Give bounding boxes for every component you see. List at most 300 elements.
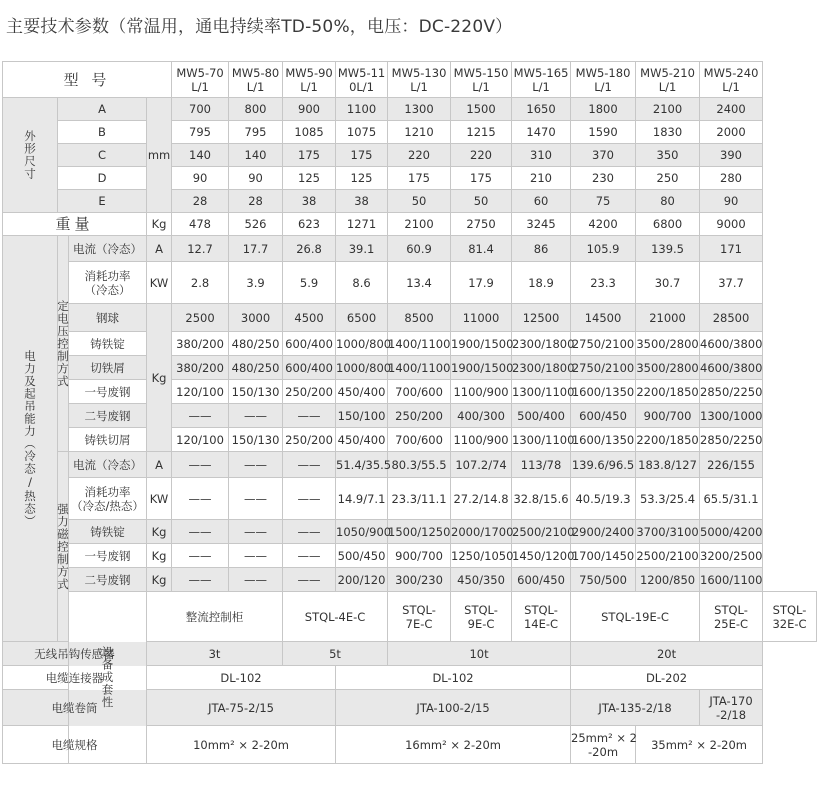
value-cell: 1100/900 [451, 428, 512, 452]
equip-value: JTA-135-2/18 [571, 690, 700, 726]
value-cell: 38 [336, 190, 388, 213]
equip-value-line: STQL- [464, 602, 498, 617]
dim-label: C [58, 144, 147, 167]
power-label-line: 消耗功率 [84, 484, 131, 499]
value-cell: 600/450 [512, 568, 571, 592]
value-cell: 700/600 [388, 428, 451, 452]
equip-value-line: 7E-C [405, 616, 433, 631]
value-cell: 113/78 [512, 452, 571, 478]
value-cell: 1500 [451, 98, 512, 121]
value-cell: 1300/1000 [700, 404, 763, 428]
model-header [571, 62, 636, 98]
value-cell: 280 [700, 167, 763, 190]
value-cell: 2900/2400 [571, 520, 636, 544]
value-cell: 3700/3100 [636, 520, 700, 544]
value-cell: 38 [283, 190, 336, 213]
value-cell: 120/100 [172, 380, 229, 404]
value-cell: 2500/2100 [512, 520, 571, 544]
value-cell: 28500 [700, 304, 763, 332]
value-cell: 14500 [571, 304, 636, 332]
table-row [3, 167, 817, 190]
current-unit: A [147, 236, 172, 262]
value-cell: 175 [388, 167, 451, 190]
value-cell: 4500 [283, 304, 336, 332]
power-unit: KW [147, 478, 172, 520]
power-label-line: 消耗功率 [84, 268, 131, 283]
equip-value: 20t [571, 642, 763, 666]
equip-value-line: -2/18 [716, 707, 747, 722]
power-label [69, 262, 147, 304]
value-cell: 2850/2250 [700, 380, 763, 404]
table-row [3, 98, 817, 121]
value-cell: 11000 [451, 304, 512, 332]
value-cell: 27.2/14.8 [451, 478, 512, 520]
dim-label: D [58, 167, 147, 190]
value-cell: 1075 [336, 121, 388, 144]
model-header [512, 62, 571, 98]
capacity-group-label: 电力及起吊能力（冷态/热态） [3, 236, 58, 642]
value-cell: 370 [571, 144, 636, 167]
load-unit: Kg [147, 568, 172, 592]
value-cell: 2200/1850 [636, 380, 700, 404]
value-cell: 1650 [512, 98, 571, 121]
value-cell: 250 [636, 167, 700, 190]
model-header [636, 62, 700, 98]
value-cell: 17.9 [451, 262, 512, 304]
value-cell: 90 [700, 190, 763, 213]
value-cell: 220 [388, 144, 451, 167]
value-cell: 380/200 [172, 356, 229, 380]
model-header [283, 62, 336, 98]
value-cell: 3500/2800 [636, 356, 700, 380]
value-cell: 2300/1800 [512, 356, 571, 380]
value-cell: 1830 [636, 121, 700, 144]
load-label: 一号废钢 [69, 544, 147, 568]
load-label: 一号废钢 [69, 380, 147, 404]
value-cell: 1900/1500 [451, 332, 512, 356]
value-cell: 80 [636, 190, 700, 213]
value-cell: 171 [700, 236, 763, 262]
value-cell: 105.9 [571, 236, 636, 262]
dimensions-group-label: 外形尺寸 [3, 98, 58, 213]
forced-sub-label: 强力磁控制方式 [58, 452, 69, 642]
value-cell: 1470 [512, 121, 571, 144]
value-cell: 60 [512, 190, 571, 213]
value-cell: 8500 [388, 304, 451, 332]
value-cell: 1900/1500 [451, 356, 512, 380]
equip-value [512, 592, 571, 642]
value-cell: 500/450 [336, 544, 388, 568]
weight-label: 重量 [3, 213, 147, 236]
value-cell: 139.5 [636, 236, 700, 262]
value-cell: 1300/1100 [512, 380, 571, 404]
value-cell: 21000 [636, 304, 700, 332]
value-cell: 26.8 [283, 236, 336, 262]
value-cell: 2200/1850 [636, 428, 700, 452]
model-header [700, 62, 763, 98]
value-cell: 3000 [229, 304, 283, 332]
value-cell: 14.9/7.1 [336, 478, 388, 520]
value-cell: 17.7 [229, 236, 283, 262]
value-cell: 210 [512, 167, 571, 190]
table-row [3, 404, 817, 428]
value-cell: 4200 [571, 213, 636, 236]
model-header-line: L/1 [658, 79, 677, 94]
value-cell: 150/130 [229, 380, 283, 404]
table-row [3, 544, 817, 568]
value-cell: 1000/800 [336, 332, 388, 356]
model-header-line: L/1 [300, 79, 318, 94]
value-cell: 4600/3800 [700, 356, 763, 380]
value-cell: 250/200 [283, 428, 336, 452]
value-cell: 1250/1050 [451, 544, 512, 568]
equip-value: 3t [147, 642, 283, 666]
value-cell: 39.1 [336, 236, 388, 262]
value-cell: 107.2/74 [451, 452, 512, 478]
dim-label: B [58, 121, 147, 144]
value-cell: 6500 [336, 304, 388, 332]
model-header-line: MW5-165 [513, 65, 569, 80]
equip-value [451, 592, 512, 642]
value-cell: 1400/1100 [388, 356, 451, 380]
table-row [3, 144, 817, 167]
value-cell: —— [172, 544, 229, 568]
value-cell: 500/400 [512, 404, 571, 428]
load-label: 钢球 [69, 304, 147, 332]
model-header-line: L/1 [472, 79, 490, 94]
value-cell: 1300/1100 [512, 428, 571, 452]
spec-table [2, 61, 817, 764]
value-cell: 53.3/25.4 [636, 478, 700, 520]
value-cell: 400/300 [451, 404, 512, 428]
value-cell: 175 [336, 144, 388, 167]
model-header-line: L/1 [246, 79, 265, 94]
value-cell: 50 [451, 190, 512, 213]
equip-value: STQL-19E-C [571, 592, 700, 642]
equip-value: 16mm² × 2-20m [336, 726, 571, 764]
equip-value-line: 32E-C [772, 616, 807, 631]
value-cell: —— [229, 520, 283, 544]
equip-value: DL-102 [147, 666, 336, 690]
table-row [3, 380, 817, 404]
value-cell: 800 [229, 98, 283, 121]
value-cell: 1100/900 [451, 380, 512, 404]
value-cell: 40.5/19.3 [571, 478, 636, 520]
equip-value-line: 9E-C [467, 616, 495, 631]
value-cell: 700 [172, 98, 229, 121]
model-header-line: L/1 [594, 79, 612, 94]
value-cell: —— [283, 544, 336, 568]
value-cell: 220 [451, 144, 512, 167]
equip-value-line: JTA-170 [709, 693, 753, 708]
value-cell: 2100 [636, 98, 700, 121]
value-cell: 9000 [700, 213, 763, 236]
value-cell: 1200/850 [636, 568, 700, 592]
equip-value: STQL-4E-C [283, 592, 388, 642]
value-cell: 250/200 [283, 380, 336, 404]
value-cell: —— [283, 404, 336, 428]
value-cell: 900 [283, 98, 336, 121]
table-row [3, 304, 817, 332]
value-cell: 8.6 [336, 262, 388, 304]
value-cell: 226/155 [700, 452, 763, 478]
value-cell: 2000 [700, 121, 763, 144]
value-cell: 125 [283, 167, 336, 190]
value-cell: 2500/2100 [636, 544, 700, 568]
value-cell: 140 [229, 144, 283, 167]
model-header-line: MW5-80 [231, 65, 280, 80]
load-label: 二号废钢 [69, 568, 147, 592]
model-header-line: MW5-90 [285, 65, 333, 80]
value-cell: 450/400 [336, 428, 388, 452]
value-cell: 1271 [336, 213, 388, 236]
equip-value [763, 592, 817, 642]
value-cell: 139.6/96.5 [571, 452, 636, 478]
value-cell: —— [172, 520, 229, 544]
model-header-line: MW5-70 [176, 65, 224, 80]
value-cell: 2400 [700, 98, 763, 121]
value-cell: 1800 [571, 98, 636, 121]
value-cell: 1300 [388, 98, 451, 121]
power-unit: KW [147, 262, 172, 304]
value-cell: 310 [512, 144, 571, 167]
table-row [3, 213, 817, 236]
table-row [3, 262, 817, 304]
value-cell: 230 [571, 167, 636, 190]
table-row [3, 190, 817, 213]
current-label: 电流（冷态） [69, 236, 147, 262]
value-cell: 526 [229, 213, 283, 236]
value-cell: 700/600 [388, 380, 451, 404]
load-label: 二号废钢 [69, 404, 147, 428]
value-cell: 120/100 [172, 428, 229, 452]
table-row [3, 62, 817, 98]
value-cell: 2100 [388, 213, 451, 236]
power-label-line: （冷态/热态） [71, 498, 144, 513]
model-header-line: MW5-150 [453, 65, 509, 80]
model-header-line: MW5-130 [391, 65, 447, 80]
power-label [69, 478, 147, 520]
value-cell: 65.5/31.1 [700, 478, 763, 520]
model-label: 型 号 [3, 62, 172, 98]
value-cell: 81.4 [451, 236, 512, 262]
table-row [3, 236, 817, 262]
equip-value: DL-202 [571, 666, 763, 690]
value-cell: 480/250 [229, 356, 283, 380]
value-cell: 480/250 [229, 332, 283, 356]
value-cell: 80.3/55.5 [388, 452, 451, 478]
value-cell: 390 [700, 144, 763, 167]
value-cell: —— [283, 568, 336, 592]
dimensions-unit: mm [147, 98, 172, 213]
table-row [3, 121, 817, 144]
equip-value-line: STQL- [402, 602, 436, 617]
value-cell: 2750/2100 [571, 332, 636, 356]
value-cell: 1600/1350 [571, 428, 636, 452]
value-cell: 200/120 [336, 568, 388, 592]
table-row [3, 666, 817, 690]
value-cell: 1050/900 [336, 520, 388, 544]
value-cell: 4600/3800 [700, 332, 763, 356]
value-cell: 125 [336, 167, 388, 190]
constant-sub-label: 定电压控制方式 [58, 236, 69, 452]
value-cell: 3500/2800 [636, 332, 700, 356]
value-cell: 175 [283, 144, 336, 167]
value-cell: 51.4/35.5 [336, 452, 388, 478]
value-cell: 37.7 [700, 262, 763, 304]
dim-label: E [58, 190, 147, 213]
model-header-line: L/1 [191, 79, 209, 94]
value-cell: 2750/2100 [571, 356, 636, 380]
value-cell: 23.3/11.1 [388, 478, 451, 520]
equip-value-line: STQL- [714, 602, 748, 617]
value-cell: 2500 [172, 304, 229, 332]
value-cell: 380/200 [172, 332, 229, 356]
value-cell: 5.9 [283, 262, 336, 304]
equip-value [571, 726, 636, 764]
table-row [3, 520, 817, 544]
value-cell: 795 [172, 121, 229, 144]
value-cell: 2300/1800 [512, 332, 571, 356]
value-cell: —— [229, 452, 283, 478]
value-cell: 1600/1350 [571, 380, 636, 404]
value-cell: 50 [388, 190, 451, 213]
equip-value-line: STQL- [524, 602, 558, 617]
current-label: 电流（冷态） [69, 452, 147, 478]
equip-value: JTA-100-2/15 [336, 690, 571, 726]
equip-label: 整流控制柜 [147, 592, 283, 642]
value-cell: 90 [229, 167, 283, 190]
equip-label: 无线吊钩传感器 [3, 642, 147, 666]
load-unit: Kg [147, 304, 172, 452]
value-cell: 75 [571, 190, 636, 213]
value-cell: 150/130 [229, 428, 283, 452]
equip-value: DL-102 [336, 666, 571, 690]
value-cell: 12.7 [172, 236, 229, 262]
model-header-line: 0L/1 [349, 79, 374, 94]
value-cell: 1700/1450 [571, 544, 636, 568]
value-cell: 140 [172, 144, 229, 167]
equip-value: 5t [283, 642, 388, 666]
value-cell: 600/450 [571, 404, 636, 428]
model-header-line: L/1 [722, 79, 740, 94]
value-cell: 250/200 [388, 404, 451, 428]
value-cell: —— [229, 568, 283, 592]
equip-value: 10mm² × 2-20m [147, 726, 336, 764]
value-cell: 600/400 [283, 356, 336, 380]
power-label-line: （冷态） [84, 282, 131, 297]
value-cell: 28 [229, 190, 283, 213]
value-cell: 183.8/127 [636, 452, 700, 478]
value-cell: 350 [636, 144, 700, 167]
table-row [3, 592, 817, 642]
value-cell: 32.8/15.6 [512, 478, 571, 520]
table-row [3, 726, 817, 764]
equipment-group-label: 设备成套性 [69, 592, 147, 764]
table-row [3, 452, 817, 478]
equip-value-line: -20m [588, 744, 619, 759]
value-cell: 1450/1200 [512, 544, 571, 568]
table-row [3, 478, 817, 520]
value-cell: —— [172, 452, 229, 478]
equip-label: 电缆连接器 [3, 666, 147, 690]
value-cell: 90 [172, 167, 229, 190]
value-cell: 2000/1700 [451, 520, 512, 544]
load-unit: Kg [147, 544, 172, 568]
value-cell: 623 [283, 213, 336, 236]
model-header [388, 62, 451, 98]
value-cell: —— [283, 478, 336, 520]
value-cell: 2850/2250 [700, 428, 763, 452]
value-cell: 12500 [512, 304, 571, 332]
value-cell: 1500/1250 [388, 520, 451, 544]
value-cell: 1100 [336, 98, 388, 121]
value-cell: 300/230 [388, 568, 451, 592]
model-header-line: L/1 [410, 79, 428, 94]
value-cell: 900/700 [636, 404, 700, 428]
value-cell: 150/100 [336, 404, 388, 428]
value-cell: 30.7 [636, 262, 700, 304]
value-cell: 86 [512, 236, 571, 262]
page-title: 主要技术参数（常温用，通电持续率TD-50%，电压：DC-220V） [6, 17, 513, 37]
value-cell: 1215 [451, 121, 512, 144]
value-cell: 600/400 [283, 332, 336, 356]
value-cell: 28 [172, 190, 229, 213]
load-label: 铸铁切屑 [69, 428, 147, 452]
value-cell: 13.4 [388, 262, 451, 304]
equip-value: 35mm² × 2-20m [636, 726, 763, 764]
value-cell: 60.9 [388, 236, 451, 262]
model-header-line: MW5-180 [575, 65, 631, 80]
value-cell: 1600/1100 [700, 568, 763, 592]
model-header [451, 62, 512, 98]
equip-value [700, 592, 763, 642]
table-row [3, 642, 817, 666]
load-label: 切铁屑 [69, 356, 147, 380]
value-cell: 450/350 [451, 568, 512, 592]
weight-unit: Kg [147, 213, 172, 236]
value-cell: 1085 [283, 121, 336, 144]
value-cell: 1400/1100 [388, 332, 451, 356]
model-header-line: L/1 [532, 79, 550, 94]
equip-value: 10t [388, 642, 571, 666]
equip-label: 电缆卷筒 [3, 690, 147, 726]
value-cell: 478 [172, 213, 229, 236]
value-cell: 2.8 [172, 262, 229, 304]
value-cell: 6800 [636, 213, 700, 236]
value-cell: —— [229, 544, 283, 568]
value-cell: 175 [451, 167, 512, 190]
table-row [3, 690, 817, 726]
model-header-line: MW5-11 [337, 65, 386, 80]
value-cell: 2750 [451, 213, 512, 236]
equip-value [700, 690, 763, 726]
table-row [3, 568, 817, 592]
value-cell: —— [172, 568, 229, 592]
value-cell: —— [172, 478, 229, 520]
equip-value: JTA-75-2/15 [147, 690, 336, 726]
value-cell: 1210 [388, 121, 451, 144]
value-cell: 750/500 [571, 568, 636, 592]
model-header-line: MW5-210 [640, 65, 695, 80]
load-label: 铸铁锭 [69, 520, 147, 544]
value-cell: 1000/800 [336, 356, 388, 380]
value-cell: —— [283, 520, 336, 544]
value-cell: 3245 [512, 213, 571, 236]
value-cell: 5000/4200 [700, 520, 763, 544]
value-cell: —— [229, 404, 283, 428]
model-header [229, 62, 283, 98]
